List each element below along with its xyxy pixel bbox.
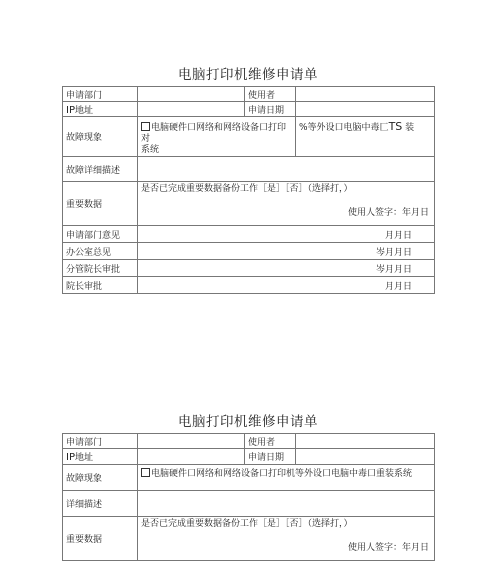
table-row — [63, 87, 435, 102]
dept-label: 申请部门 — [63, 87, 138, 102]
ip-label-suffix: 地址 — [74, 105, 93, 116]
ip-label-prefix: IP — [66, 452, 75, 463]
form-title: 电脑打印机维修申请单 — [178, 67, 318, 83]
table-row — [63, 449, 435, 465]
important-label: 重要数据 — [63, 517, 138, 561]
repair-form-1 — [62, 65, 434, 294]
table-row — [63, 243, 435, 260]
table-row — [63, 226, 435, 243]
fault-text: 电脑硬件口网络和网络设备口打印机等外设口电脑中毒口重装系统 — [151, 469, 413, 479]
president-date: 月月日 — [138, 277, 435, 294]
table-row — [63, 465, 435, 491]
president-label: 院长审批 — [63, 277, 138, 294]
ip-field[interactable] — [138, 102, 245, 117]
checkbox-icon[interactable] — [141, 122, 150, 131]
fault-text-a: 电脑硬件口网络和网络设备口打印对 — [141, 123, 287, 144]
fault-detail-label: 故障详细描述 — [63, 157, 138, 182]
dept-opinion-date: 月月日 — [138, 226, 435, 243]
date-label: 申请日期 — [245, 449, 296, 465]
ip-label — [63, 449, 138, 465]
table-row — [63, 260, 435, 277]
fault-options — [138, 465, 435, 491]
ip-label-suffix: 地址 — [74, 453, 93, 463]
date-field[interactable] — [296, 449, 435, 465]
user-label: 使用者 — [245, 87, 296, 102]
ip-label — [63, 102, 138, 117]
user-field[interactable] — [296, 434, 435, 449]
repair-form-2 — [62, 412, 434, 561]
backup-question: 是否已完成重要数据备份工作［是］［否］（选择打，） — [141, 519, 353, 529]
user-field[interactable] — [296, 87, 435, 102]
dept-field[interactable] — [138, 434, 245, 449]
office-date: 岑月月日 — [138, 243, 435, 260]
table-row — [63, 102, 435, 117]
fault-text-c: 装 — [405, 123, 415, 133]
table-row — [63, 434, 435, 449]
date-label: 申请日期 — [245, 102, 296, 117]
table-row — [63, 182, 435, 226]
fault-label: 故障现象 — [63, 117, 138, 157]
table-row — [63, 491, 435, 517]
detail-label: 详细描述 — [63, 491, 138, 517]
table-row — [63, 277, 435, 294]
user-signature: 使用人签字：年月日 — [347, 208, 429, 218]
detail-field[interactable] — [138, 491, 435, 517]
repair-form-table — [62, 433, 435, 561]
fault-text-b: %等外设口电脑中毒匚 — [299, 123, 389, 133]
fault-options-cont — [296, 117, 435, 157]
dept-opinion-label: 申请部门意见 — [63, 226, 138, 243]
repair-form-table — [62, 86, 435, 294]
fault-label: 故障现象 — [63, 465, 138, 491]
backup-question: 是否已完成重要数据备份工作［是］［否］（选择打，） — [141, 184, 353, 194]
ip-label-prefix: IP — [66, 104, 75, 116]
dept-field[interactable] — [138, 87, 245, 102]
fault-detail-field[interactable] — [138, 157, 435, 182]
table-row — [63, 117, 435, 157]
fault-options — [138, 117, 296, 157]
ip-field[interactable] — [138, 449, 245, 465]
important-field — [138, 517, 435, 561]
fault-text-d: 系统 — [141, 145, 160, 155]
user-signature: 使用人签字：年月日 — [347, 543, 429, 553]
important-label: 重要数据 — [63, 182, 138, 226]
form-title: 电脑打印机维修申请单 — [178, 414, 318, 430]
user-label: 使用者 — [245, 434, 296, 449]
checkbox-icon[interactable] — [141, 468, 150, 477]
vp-date: 岑月月日 — [138, 260, 435, 277]
office-label: 办公室总见 — [63, 243, 138, 260]
table-row — [63, 157, 435, 182]
fault-text-ts: TS — [388, 120, 403, 133]
vp-label: 分管院长审批 — [63, 260, 138, 277]
important-field — [138, 182, 435, 226]
date-field[interactable] — [296, 102, 435, 117]
table-row — [63, 517, 435, 561]
dept-label: 申请部门 — [63, 434, 138, 449]
